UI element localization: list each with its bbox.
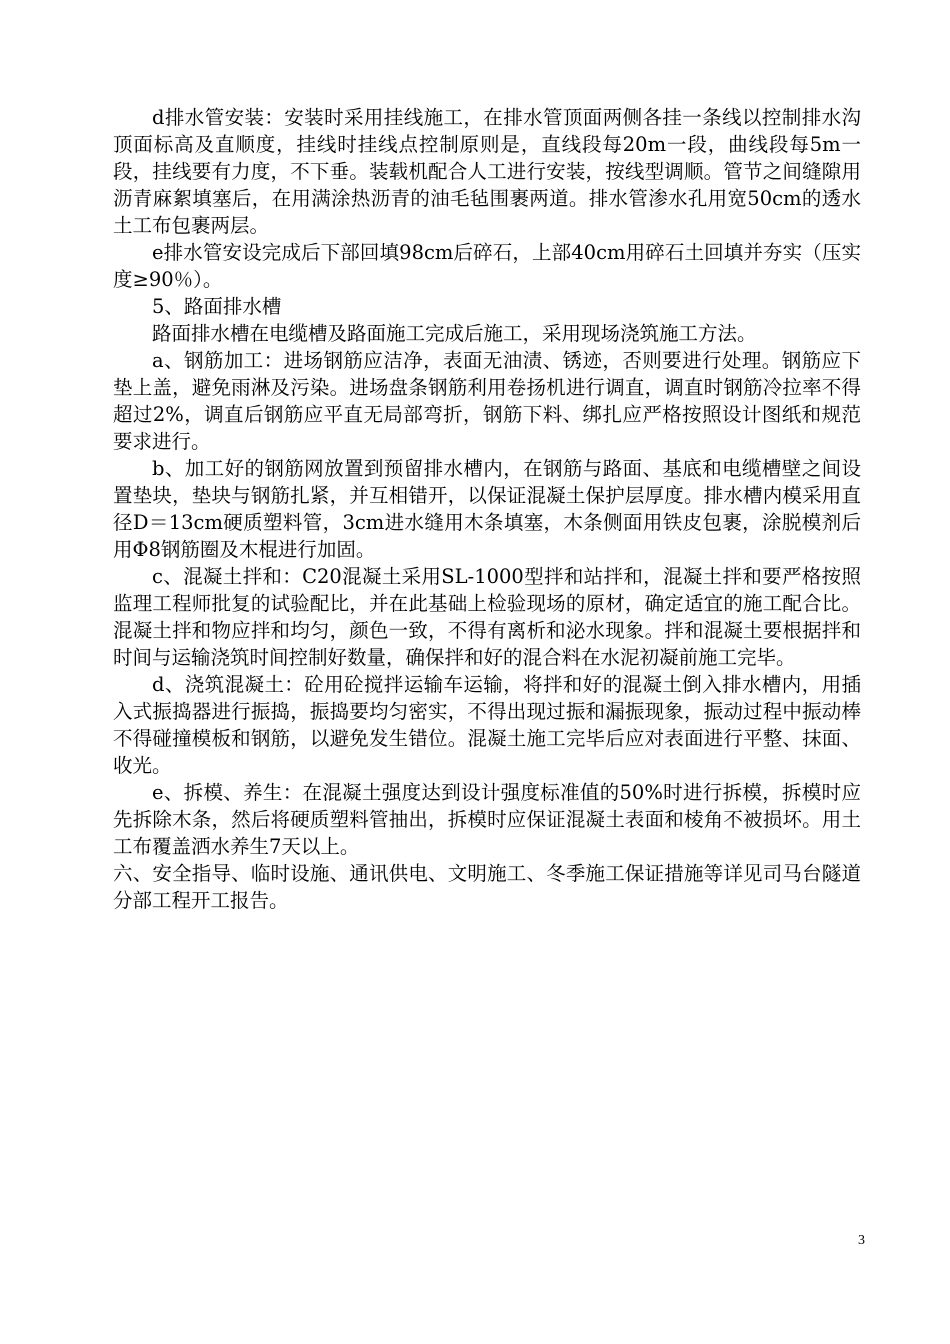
paragraph-concrete-pouring: d、浇筑混凝土：砼用砼搅拌运输车运输，将拌和好的混凝土倒入排水槽内，用插入式振捣器进行振捣，振捣要均匀密实，不得出现过振和漏振现象，振动过程中振动棒不得碰撞模板和钢筋，以避免发生错位。混凝土施工完毕后应对表面进行平整、抹面、收光。 — [113, 673, 861, 777]
section-heading-road-drainage-trough: 5、路面排水槽 — [152, 295, 282, 318]
paragraph-concrete-mixing: c、混凝土拌和：C20混凝土采用SL-1000型拌和站拌和，混凝土拌和要严格按照监理工程师批复的试验配比，并在此基础上检验现场的原材，确定适宜的施工配合比。混凝土拌和物应拌和均匀，颜色一致，不得有离析和泌水现象。拌和混凝土要根据拌和时间与运输浇筑时间控制好数量，确保拌和好的混合料在水泥初凝前施工完毕。 — [113, 565, 861, 669]
paragraph-drain-pipe-installation: d排水管安装：安装时采用挂线施工，在排水管顶面两侧各挂一条线以控制排水沟顶面标高及直顺度，挂线时挂线点控制原则是，直线段每20m一段，曲线段每5m一段，挂线要有力度，不下垂。装载机配合人工进行安装，按线型调顺。管节之间缝隙用沥青麻絮填塞后，在用满涂热沥青的油毛毡围裹两道。排水管渗水孔用宽50cm的透水土工布包裹两层。 — [113, 106, 861, 237]
paragraph-drainage-trough-intro: 路面排水槽在电缆槽及路面施工完成后施工，采用现场浇筑施工方法。 — [152, 322, 757, 345]
paragraph-rebar-mesh-placement: b、加工好的钢筋网放置到预留排水槽内，在钢筋与路面、基底和电缆槽壁之间设置垫块，垫块与钢筋扎紧，并互相错开，以保证混凝土保护层厚度。排水槽内模采用直径D＝13cm硬质塑料管，3cm进水缝用木条填塞，木条侧面用铁皮包裹，涂脱模剂后用Φ8钢筋圈及木棍进行加固。 — [113, 457, 861, 561]
paragraph-rebar-processing: a、钢筋加工：进场钢筋应洁净，表面无油渍、锈迹，否则要进行处理。钢筋应下垫上盖，避免雨淋及污染。进场盘条钢筋利用卷扬机进行调直，调直时钢筋冷拉率不得超过2%，调直后钢筋应平直无局部弯折，钢筋下料、绑扎应严格按照设计图纸和规范要求进行。 — [113, 349, 861, 453]
page-number: 3 — [858, 1233, 865, 1248]
paragraph-drain-pipe-backfill: e排水管安设完成后下部回填98cm后碎石，上部40cm用碎石土回填并夯实（压实度≥90％）。 — [113, 241, 861, 291]
document-body — [113, 104, 861, 914]
section-heading-safety-measures: 六、安全指导、临时设施、通讯供电、文明施工、冬季施工保证措施等详见司马台隧道分部工程开工报告。 — [113, 862, 861, 912]
paragraph-formwork-removal-curing: e、拆模、养生：在混凝土强度达到设计强度标准值的50%时进行拆模，拆模时应先拆除木条，然后将硬质塑料管抽出，拆模时应保证混凝土表面和棱角不被损坏。用土工布覆盖洒水养生7天以上。 — [113, 781, 861, 858]
